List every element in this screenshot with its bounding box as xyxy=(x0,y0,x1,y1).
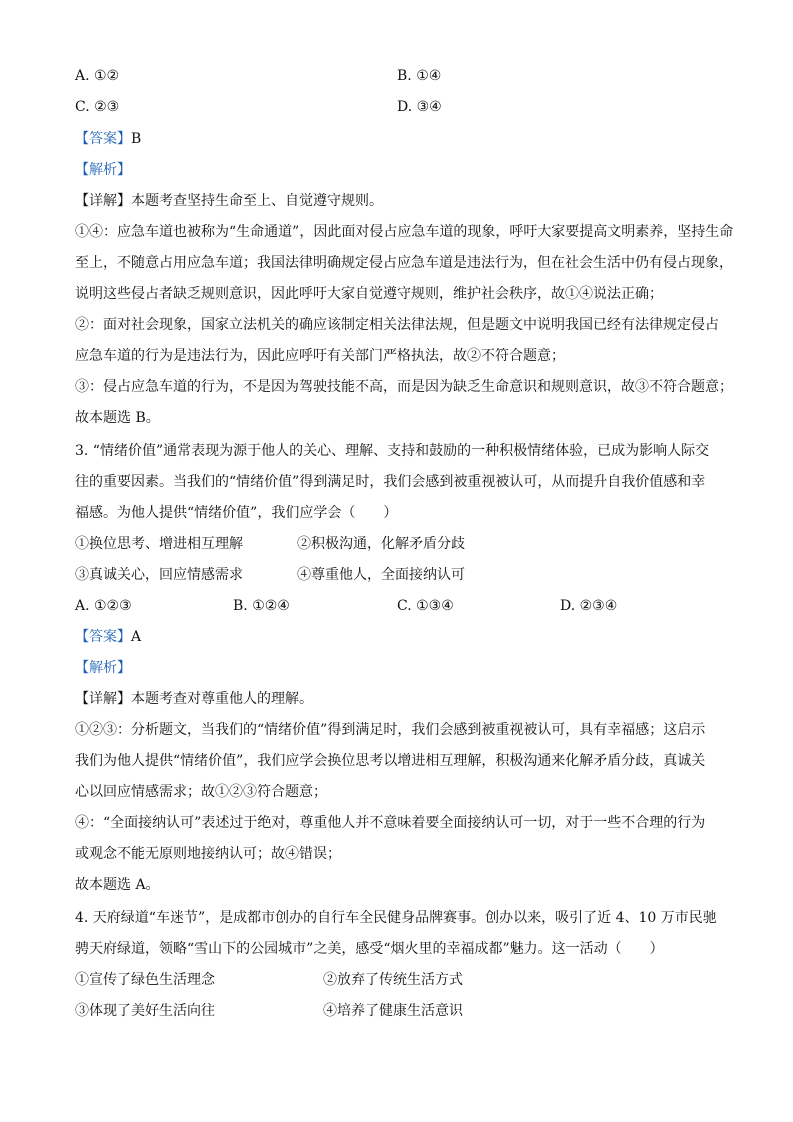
q4-stem-line: 4. 天府绿道“车迷节”，是成都市创办的自行车全民健身品牌赛事。创办以来，吸引了近 4、10 万市民驰 xyxy=(75,910,717,926)
q2-option-c[interactable]: C. ②③ xyxy=(75,99,120,115)
q4-item-2: ②放弃了传统生活方式 xyxy=(323,972,463,988)
q2-detail-line: 故本题选 B。 xyxy=(75,410,160,426)
q3-detail-line: 心以回应情感需求；故①②③符合题意； xyxy=(75,784,327,800)
q3-option-d[interactable]: D. ②③④ xyxy=(560,598,618,614)
q3-detail-line: ④：“全面接纳认可”表述过于绝对，尊重他人并不意味着要全面接纳认可一切，对于一些不合理的行为 xyxy=(75,815,706,831)
q4-stem-line: 骋天府绿道，领略“雪山下的公园城市”之美，感受“烟火里的幸福成都”魅力。这一活动（ ） xyxy=(75,941,664,957)
q2-option-b[interactable]: B. ①④ xyxy=(397,68,442,84)
q3-detail-line: 故本题选 A。 xyxy=(75,877,160,893)
q3-item-4: ④尊重他人，全面接纳认可 xyxy=(297,567,465,583)
q2-detail-line: 应急车道的行为是违法行为，因此应呼吁有关部门严格执法，故②不符合题意； xyxy=(75,348,565,364)
q3-detail-line: 我们为他人提供“情绪价值”，我们应学会换位思考以增进相互理解，积极沟通来化解矛盾分歧，真诚关 xyxy=(75,753,706,769)
answer-tag: 【答案】 xyxy=(75,629,131,645)
answer-tag: 【答案】 xyxy=(75,131,131,147)
answer-value: B xyxy=(131,131,142,147)
q3-item-3: ③真诚关心，回应情感需求 xyxy=(75,567,243,583)
q3-detail-line: ①②③：分析题文，当我们的“情绪价值”得到满足时，我们会感到被重视被认可，具有幸福感；这启示 xyxy=(75,722,706,738)
q4-item-1: ①宣传了绿色生活理念 xyxy=(75,972,215,988)
q2-detail-line: ③：侵占应急车道的行为，不是因为驾驶技能不高，而是因为缺乏生命意识和规则意识，故③不符合题意； xyxy=(75,379,733,395)
q3-stem-line: 3. “情绪价值”通常表现为源于他人的关心、理解、支持和鼓励的一种积极情绪体验，已成为影响人际交 xyxy=(75,443,710,459)
q2-analysis-tag: 【解析】 xyxy=(75,162,131,178)
q3-analysis-tag: 【解析】 xyxy=(75,660,131,676)
q2-option-a[interactable]: A. ①② xyxy=(75,68,120,84)
q2-answer xyxy=(75,129,725,149)
q2-detail-line: ②：面对社会现象，国家立法机关的确应该制定相关法律法规，但是题文中说明我国已经有法律规定侵占 xyxy=(75,317,719,333)
q3-item-2: ②积极沟通，化解矛盾分歧 xyxy=(297,536,465,552)
q3-stem-line: 福感。为他人提供“情绪价值”，我们应学会（ ） xyxy=(75,505,398,521)
q3-detail-line: 或观念不能无原则地接纳认可；故④错误； xyxy=(75,846,341,862)
q2-detail-line: 【详解】本题考查坚持生命至上、自觉遵守规则。 xyxy=(75,193,383,209)
q4-item-3: ③体现了美好生活向往 xyxy=(75,1003,215,1019)
q3-option-c[interactable]: C. ①③④ xyxy=(397,598,454,614)
q3-option-a[interactable]: A. ①②③ xyxy=(75,598,132,614)
q2-detail-line: 说明这些侵占者缺乏规则意识，因此呼吁大家自觉遵守规则，维护社会秩序，故①④说法正确； xyxy=(75,286,663,302)
q3-detail-line: 【详解】本题考查对尊重他人的理解。 xyxy=(75,691,313,707)
answer-value: A xyxy=(131,629,142,645)
q3-item-1: ①换位思考、增进相互理解 xyxy=(75,536,243,552)
q2-option-d[interactable]: D. ③④ xyxy=(397,99,442,115)
q2-detail-line: ①④：应急车道也被称为“生命通道”，因此面对侵占应急车道的现象，呼吁大家要提高文明素养，坚持生命 xyxy=(75,224,734,240)
q3-option-b[interactable]: B. ①②④ xyxy=(233,598,290,614)
q2-detail-line: 至上，不随意占用应急车道；我国法律明确规定侵占应急车道是违法行为，但在社会生活中仍有侵占现象， xyxy=(75,255,733,271)
q3-stem-line: 往的重要因素。当我们的“情绪价值”得到满足时，我们会感到被重视被认可，从而提升自我价值感和幸 xyxy=(75,474,706,490)
q4-item-4: ④培养了健康生活意识 xyxy=(323,1003,463,1019)
q3-answer xyxy=(75,627,725,647)
